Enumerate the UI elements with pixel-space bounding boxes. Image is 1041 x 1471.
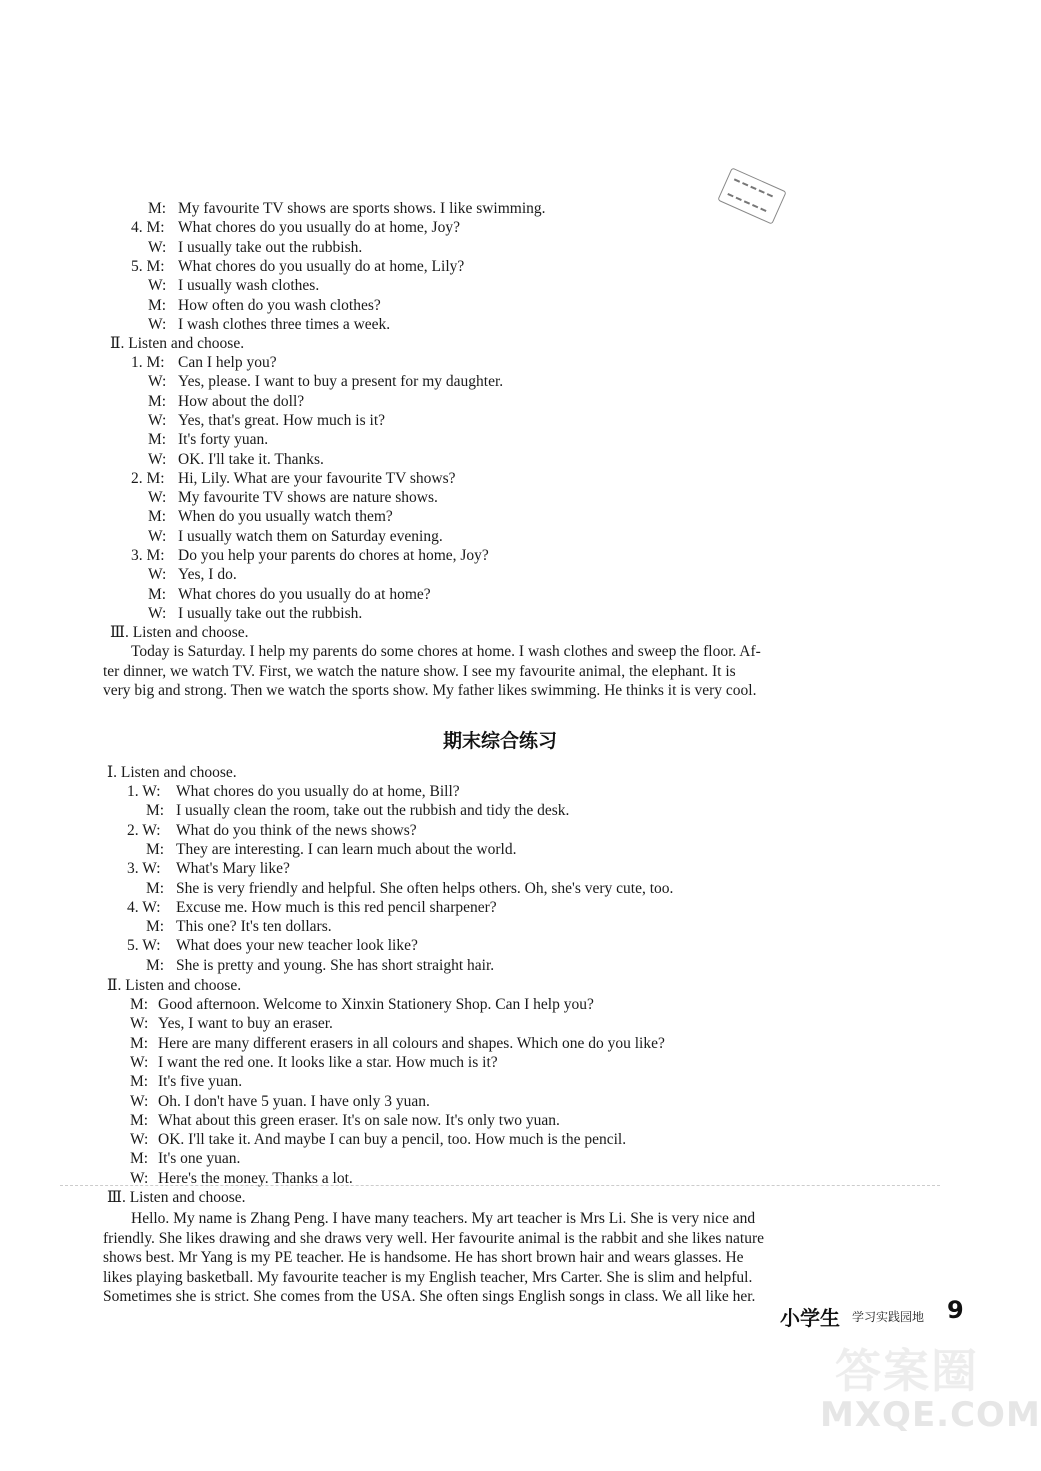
speaker-label: W: (148, 604, 167, 622)
paragraph-line: friendly. She likes drawing and she draws very well. Her favourite animal is the rabbit and she likes nature (103, 1229, 764, 1247)
part-heading: Ⅲ. Listen and choose. (107, 1189, 246, 1206)
paragraph-line: shows best. Mr Yang is my PE teacher. He is handsome. He has short brown hair and wears glasses. He (103, 1249, 744, 1266)
speaker-label: M: (148, 392, 167, 410)
dialog-text: I wash clothes three times a week. (178, 315, 391, 333)
paragraph-line: Sometimes she is strict. She comes from the USA. She often sings English songs in class. We all like her. (103, 1288, 756, 1305)
speaker-label: 3. W: (127, 860, 161, 878)
stamp-icon (717, 167, 786, 224)
dialog-text: Excuse me. How much is this red pencil sharpener? (176, 898, 497, 916)
dialog-text: What about this green eraser. It's on sale now. It's only two yuan. (158, 1111, 560, 1129)
speaker-label: W: (148, 315, 167, 333)
paragraph-line: Hello. My name is Zhang Peng. I have many teachers. My art teacher is Mrs Li. She is very nice and (131, 1210, 756, 1227)
dialog-text: Hi, Lily. What are your favourite TV shows? (178, 469, 456, 487)
speaker-label: M: (146, 918, 165, 936)
speaker-label: M: (146, 956, 165, 974)
dialog-text: Oh. I don't have 5 yuan. I have only 3 yuan. (158, 1092, 430, 1110)
dialog-text: It's forty yuan. (178, 431, 269, 449)
speaker-label: M: (148, 585, 167, 603)
dialog-text: When do you usually watch them? (178, 508, 393, 526)
paragraph-line: ter dinner, we watch TV. First, we watch the nature show. I see my favourite animal, the elephant. It is (103, 662, 736, 680)
dialog-text: What chores do you usually do at home, Joy? (178, 219, 460, 237)
speaker-label: W: (148, 277, 167, 295)
speaker-label: W: (130, 1092, 149, 1110)
dialog-text: I usually wash clothes. (178, 277, 320, 295)
dialog-text: What chores do you usually do at home, Lily? (178, 257, 465, 275)
speaker-label: M: (148, 508, 167, 526)
paragraph-line: Today is Saturday. I help my parents do some chores at home. I wash clothes and sweep the floor. Af- (131, 643, 761, 660)
section-title: 期末综合练习 (442, 730, 557, 752)
dialog-text: I want the red one. It looks like a star. How much is it? (158, 1053, 498, 1071)
part-heading: Ⅱ. Listen and choose. (110, 335, 245, 352)
speaker-label: W: (148, 238, 167, 256)
part-heading: Ⅱ. Listen and choose. (107, 977, 242, 994)
paragraph-line: very big and strong. Then we watch the sports show. My father likes swimming. He thinks it is very cool. (103, 682, 757, 699)
speaker-label: 5. W: (127, 937, 161, 955)
speaker-label: W: (148, 566, 167, 584)
dialog-text: Here's the money. Thanks a lot. (158, 1169, 353, 1187)
dialog-text: My favourite TV shows are nature shows. (178, 489, 438, 507)
speaker-label: 2. M: (131, 469, 165, 487)
speaker-label: W: (148, 450, 167, 468)
dialog-text: What does your new teacher look like? (176, 937, 418, 955)
speaker-label: 1. M: (131, 354, 165, 371)
speaker-label: W: (148, 373, 167, 391)
speaker-label: M: (146, 802, 165, 820)
part-heading: Ⅲ. Listen and choose. (110, 624, 249, 641)
dialog-text: Yes, that's great. How much is it? (178, 411, 386, 429)
watermark-logo: 答案圈 (835, 1344, 979, 1398)
page-number: 9 (947, 1296, 964, 1324)
dialog-text: How about the doll? (178, 392, 305, 410)
watermark-url: MXQE.COM (820, 1395, 1041, 1435)
dialog-text: What's Mary like? (176, 860, 290, 878)
divider (60, 1185, 940, 1186)
dialog-text: I usually take out the rubbish. (178, 604, 363, 622)
speaker-label: M: (148, 431, 167, 449)
speaker-label: 4. W: (127, 898, 161, 916)
dialog-text: My favourite TV shows are sports shows. I like swimming. (178, 200, 546, 217)
dialog-text: OK. I'll take it. Thanks. (178, 450, 324, 468)
dialog-text: She is very friendly and helpful. She often helps others. Oh, she's very cute, too. (176, 879, 674, 897)
speaker-label: M: (130, 1073, 149, 1091)
speaker-label: W: (148, 411, 167, 429)
footer-subtitle: 学习实践园地 (852, 1310, 925, 1324)
speaker-label: W: (130, 1169, 149, 1187)
paragraph-line: likes playing basketball. My favourite teacher is my English teacher, Mrs Carter. She is slim and helpful. (103, 1268, 753, 1286)
dialog-text: Yes, I do. (178, 566, 237, 584)
speaker-label: 3. M: (131, 547, 165, 564)
dialog-text: Yes, I want to buy an eraser. (158, 1015, 333, 1033)
speaker-label: M: (146, 879, 165, 897)
speaker-label: W: (148, 489, 167, 507)
speaker-label: M: (130, 996, 149, 1013)
dialog-text: Do you help your parents do chores at home, Joy? (178, 547, 489, 564)
dialog-text: What do you think of the news shows? (176, 821, 417, 839)
dialog-text: I usually take out the rubbish. (178, 238, 363, 256)
dialog-text: They are interesting. I can learn much about the world. (176, 840, 517, 858)
dialog-text: Yes, please. I want to buy a present for my daughter. (178, 373, 504, 391)
dialog-text: Good afternoon. Welcome to Xinxin Stationery Shop. Can I help you? (158, 996, 594, 1013)
speaker-label: W: (148, 527, 167, 545)
dialog-text: It's one yuan. (158, 1150, 241, 1168)
speaker-label: 4. M: (131, 219, 165, 237)
dialog-text: What chores do you usually do at home? (178, 585, 431, 603)
speaker-label: M: (130, 1111, 149, 1129)
dialog-text: I usually clean the room, take out the rubbish and tidy the desk. (176, 802, 570, 820)
dialog-text: It's five yuan. (158, 1073, 243, 1091)
speaker-label: M: (146, 840, 165, 858)
footer-brand: 小学生 (780, 1306, 840, 1330)
dialog-text: Can I help you? (178, 354, 277, 371)
speaker-label: M: (130, 1150, 149, 1168)
speaker-label: W: (130, 1131, 149, 1149)
speaker-label: W: (130, 1053, 149, 1071)
dialog-text: She is pretty and young. She has short straight hair. (176, 956, 495, 974)
dialog-text: How often do you wash clothes? (178, 296, 381, 314)
dialog-text: OK. I'll take it. And maybe I can buy a pencil, too. How much is the pencil. (158, 1131, 627, 1149)
speaker-label: W: (130, 1015, 149, 1033)
speaker-label: M: (130, 1034, 149, 1052)
dialog-text: Here are many different erasers in all colours and shapes. Which one do you like? (158, 1034, 665, 1052)
dialog-text: What chores do you usually do at home, Bill? (176, 783, 460, 800)
speaker-label: M: (148, 296, 167, 314)
speaker-label: 5. M: (131, 257, 165, 275)
speaker-label: M: (148, 200, 167, 217)
part-heading: Ⅰ. Listen and choose. (107, 764, 237, 781)
speaker-label: 1. W: (127, 783, 161, 800)
dialog-text: I usually watch them on Saturday evening. (178, 527, 443, 545)
speaker-label: 2. W: (127, 821, 161, 839)
dialog-text: This one? It's ten dollars. (176, 918, 332, 936)
